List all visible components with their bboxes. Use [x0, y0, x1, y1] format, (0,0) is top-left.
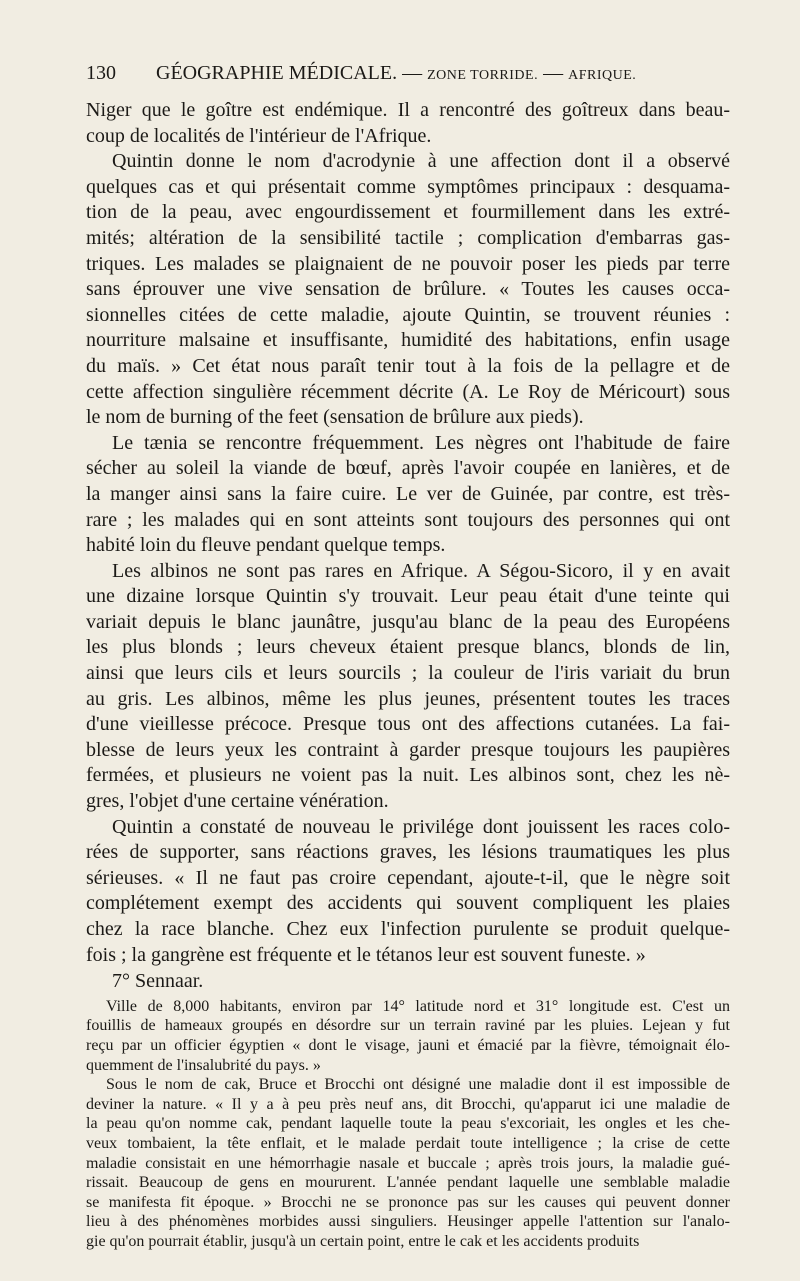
text-line: rées de supporter, sans réactions graves, les lésions traumatiques les plus — [86, 841, 730, 864]
paragraph — [86, 815, 730, 969]
main-text — [86, 98, 730, 995]
text-line: tion de la peau, avec engourdissement et fourmillement dans les extré- — [86, 201, 730, 224]
text-line: sécher au soleil la viande de bœuf, après l'avoir coupée en lanières, et de — [86, 457, 730, 480]
small-paragraph — [86, 997, 730, 1075]
section-heading — [86, 969, 730, 995]
paragraph — [86, 431, 730, 559]
running-title-region: AFRIQUE. — [568, 68, 637, 83]
running-title-main: GÉOGRAPHIE MÉDICALE. — [156, 62, 398, 84]
text-line: une dizaine lorsque Quintin s'y trouvait. Leur peau était d'une teinte qui — [86, 585, 730, 608]
running-title-dash: — — [543, 62, 564, 84]
text-line: sans éprouver une vive sensation de brûlure. « Toutes les causes occa- — [86, 278, 730, 301]
text-line: la manger ainsi sans la faire cuire. Le ver de Guinée, par contre, est très- — [86, 482, 730, 505]
text-line: Ville de 8,000 habitants, environ par 14° latitude nord et 31° longitude est. C'est un — [106, 997, 730, 1015]
text-line: variait depuis le blanc jaunâtre, jusqu'au blanc de la peau des Européens — [86, 610, 730, 633]
text-line: Niger que le goître est endémique. Il a rencontré des goîtreux dans beau- — [86, 99, 730, 121]
text-line: au gris. Les albinos, même les plus jeunes, présentent toutes les traces — [86, 687, 730, 710]
text-line: fermées, et plusieurs ne voient pas la nuit. Les albinos sont, chez les nè- — [86, 764, 730, 787]
text-line: Quintin donne le nom d'acrodynie à une affection dont il a observé — [112, 150, 730, 173]
text-line: Sous le nom de cak, Bruce et Brocchi ont désigné une maladie dont il est impossible de — [106, 1076, 730, 1094]
text-line: chez la race blanche. Chez eux l'infection purulente se produit quelque- — [86, 918, 730, 940]
small-paragraph — [86, 1075, 730, 1251]
running-title-zone: ZONE TORRIDE. — [427, 68, 539, 83]
text-line: gres, l'objet d'une certaine vénération. — [86, 790, 389, 813]
small-print-text — [86, 995, 730, 1252]
text-line: deviner la nature. « Il y a à peu près neuf ans, dit Brocchi, qu'apparut ici une maladie de — [86, 1095, 730, 1113]
text-line: lieu à des phénomènes morbides aussi singuliers. Heusinger appelle l'attention sur l'analo- — [86, 1213, 730, 1231]
text-line: cette affection singulière récemment décrite (A. Le Roy de Méricourt) sous — [86, 380, 730, 403]
text-line: veux tombaient, la tête enflait, et le malade perdait toute intelligence ; la crise de cette — [86, 1134, 730, 1152]
text-line: sérieuses. « Il ne faut pas croire cependant, ajoute-t-il, que le nègre soit — [86, 866, 730, 889]
text-line: Les albinos ne sont pas rares en Afrique. A Ségou-Sicoro, il y en avait — [112, 559, 730, 582]
text-line: quelques cas et qui présentait comme symptômes principaux : desquama- — [86, 175, 730, 198]
page-number: 130 — [86, 62, 116, 84]
text-line: quemment de l'insalubrité du pays. » — [86, 1056, 321, 1074]
text-line: triques. Les malades se plaignaient de ne pouvoir poser les pieds par terre — [86, 252, 730, 275]
text-line: coup de localités de l'intérieur de l'Afrique. — [86, 124, 432, 147]
running-head — [86, 62, 730, 94]
text-line: nourriture malsaine et insuffisante, humidité des habitations, enfin usage — [86, 329, 730, 352]
text-line: d'une vieillesse précoce. Presque tous ont des affections cutanées. La fai- — [86, 713, 730, 736]
text-line: sionnelles citées de cette maladie, ajoute Quintin, se trouvent réunies : — [86, 303, 730, 326]
text-line: le nom de burning of the feet (sensation de brûlure aux pieds). — [86, 406, 584, 429]
section-heading-text: 7° Sennaar. — [112, 970, 204, 993]
text-line: fouillis de hameaux groupés en désordre sur un terrain raviné par les pluies. Lejean y fut — [86, 1017, 730, 1035]
text-line: mités; altération de la sensibilité tactile ; complication d'embarras gas- — [86, 226, 730, 249]
text-line: Le tænia se rencontre fréquemment. Les nègres ont l'habitude de faire — [112, 431, 730, 454]
text-line: les plus blonds ; leurs cheveux étaient presque blancs, blonds de lin, — [86, 636, 730, 659]
text-line: rissait. Beaucoup de gens en moururent. L'année pendant laquelle une semblable maladie — [86, 1174, 730, 1192]
running-title-dash: — — [402, 62, 423, 84]
text-line: Quintin a constaté de nouveau le privilége dont jouissent les races colo- — [112, 815, 730, 838]
text-line: ainsi que leurs cils et leurs sourcils ; la couleur de l'iris variait du brun — [86, 662, 730, 685]
text-line: se manifesta fit époque. » Brocchi ne se prononce pas sur les causes qui peuvent donner — [86, 1193, 730, 1211]
text-line: complétement exempt des accidents qui souvent compliquent les plaies — [86, 892, 730, 915]
paragraph — [86, 149, 730, 431]
paragraph — [86, 559, 730, 815]
text-line: la peau qu'on nomme cak, pendant laquelle toute la peau s'excoriait, les ongles et les che- — [86, 1115, 730, 1133]
text-line: fois ; la gangrène est fréquente et le tétanos leur est souvent funeste. » — [86, 943, 646, 966]
text-line: maladie consistait en une hémorrhagie nasale et buccale ; après trois jours, la maladie gué- — [86, 1154, 730, 1172]
text-line: rare ; les malades qui en sont atteints sont toujours des personnes qui ont — [86, 508, 730, 531]
paragraph — [86, 98, 730, 149]
text-line: du maïs. » Cet état nous paraît tenir tout à la fois de la pellagre et de — [86, 354, 730, 377]
text-line: reçu par un officier égyptien « dont le visage, jauni et émacié par la fièvre, témoignait élo- — [86, 1036, 730, 1054]
text-line: habité loin du fleuve pendant quelque temps. — [86, 534, 446, 557]
running-title — [156, 62, 636, 85]
text-line: gie qu'on pourrait établir, jusqu'à un certain point, entre le cak et les accidents produits — [86, 1232, 640, 1250]
text-line: blesse de leurs yeux les contraint à garder presque toujours les paupières — [86, 738, 730, 761]
